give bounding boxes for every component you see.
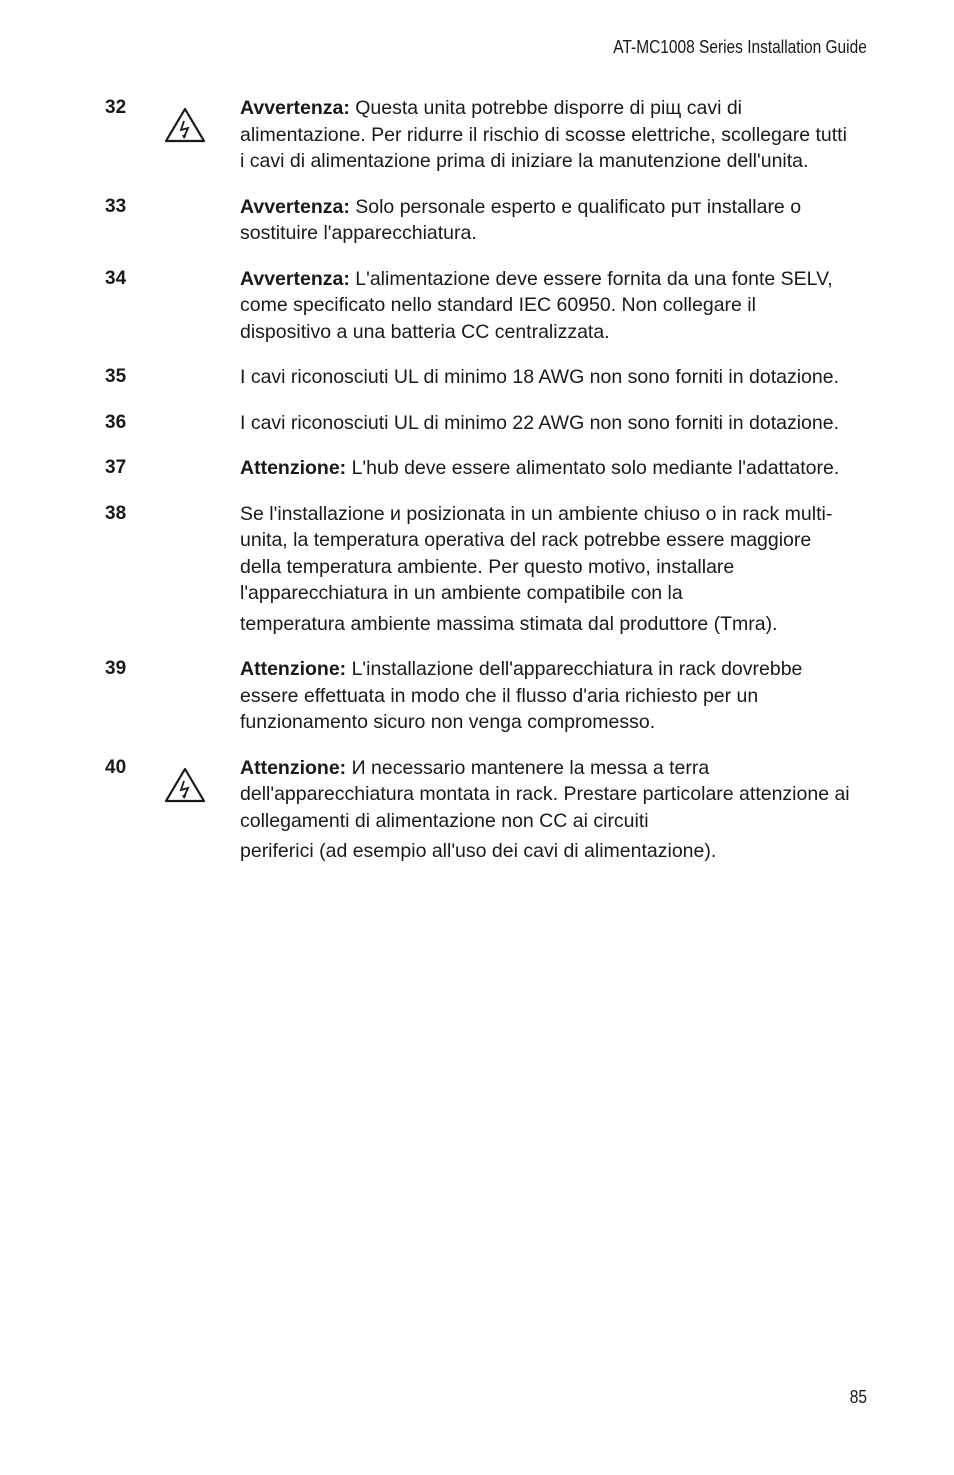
list-item-35 <box>0 364 954 391</box>
item-body: И necessario mantenere la messa a terra dell'apparecchiatura montata in rack. Prestare particolare attenzione ai collegamenti di alimentazione non CC ai circuiti <box>240 756 850 832</box>
list-item-37 <box>0 455 954 482</box>
item-number: 40 <box>105 756 127 778</box>
item-text <box>240 755 852 865</box>
item-number: 39 <box>105 658 127 679</box>
caution-label: Attenzione: <box>240 756 347 779</box>
item-body: Se l'installazione и posizionata in un ambiente chiuso o in rack multi-unita, la temperatura operativa del rack potrebbe essere maggiore della temperatura ambiente. Per questo motivo, installare l'apparecchiatura in un ambiente compatibile con la <box>240 502 833 604</box>
item-number: 38 <box>105 502 127 524</box>
caution-label: Attenzione: <box>240 658 347 680</box>
item-text <box>240 410 852 437</box>
list-item-34 <box>0 266 954 346</box>
item-text <box>240 656 852 736</box>
item-text <box>240 266 852 346</box>
list-item-36 <box>0 410 954 437</box>
item-body: L'hub deve essere alimentato solo mediante l'adattatore. <box>346 457 840 479</box>
list-item-39 <box>0 656 954 736</box>
warning-label: Avvertenza: <box>240 195 350 218</box>
item-number: 34 <box>105 267 127 289</box>
warning-label: Avvertenza: <box>240 97 350 119</box>
list-item-33 <box>0 194 954 247</box>
list-item-38 <box>0 501 954 638</box>
item-text <box>240 455 852 482</box>
item-number: 33 <box>105 195 127 217</box>
item-body-tail: periferici (ad esempio all'uso dei cavi di alimentazione). <box>240 840 717 862</box>
item-number: 36 <box>105 411 127 433</box>
item-body: L'installazione dell'apparecchiatura in rack dovrebbe essere effettuata in modo che il flusso d'aria richiesto per un funzionamento sicuro non venga compromesso. <box>240 658 803 733</box>
item-text <box>240 364 852 391</box>
item-text <box>240 501 852 638</box>
list-item-40 <box>0 755 954 865</box>
list-item-32 <box>0 95 954 175</box>
item-body-tail: temperatura ambiente massima stimata dal produttore (Tmra). <box>240 612 778 635</box>
warning-label: Avvertenza: <box>240 267 350 290</box>
item-body: Solo personale esperto e qualificato puт installare o sostituire l'apparecchiatura. <box>240 195 802 244</box>
page-number: 85 <box>849 1387 867 1407</box>
item-body: L'alimentazione deve essere fornita da una fonte SELV, come specificato nello standard IEC 60950. Non collegare il dispositivo a una batteria CC centralizzata. <box>240 267 833 343</box>
item-number: 35 <box>105 366 127 387</box>
item-body: I cavi riconosciuti UL di minimo 18 AWG non sono forniti in dotazione. <box>240 366 840 388</box>
electrical-hazard-icon <box>164 107 206 143</box>
electrical-hazard-icon <box>164 767 206 803</box>
item-text <box>240 95 852 175</box>
item-body: I cavi riconosciuti UL di minimo 22 AWG non sono forniti in dotazione. <box>240 411 840 434</box>
item-number: 37 <box>105 457 127 478</box>
running-header-title: AT-MC1008 Series Installation Guide <box>613 37 867 57</box>
item-number: 32 <box>105 97 127 118</box>
item-text <box>240 194 852 247</box>
safety-items-list <box>0 95 954 884</box>
caution-label: Attenzione: <box>240 457 347 479</box>
item-body: Questa unita potrebbe disporre di рiщ cavi di alimentazione. Per ridurre il rischio di scosse elettriche, scollegare tutti i cavi di alimentazione prima di iniziare la manutenzione dell'unita. <box>240 97 847 172</box>
